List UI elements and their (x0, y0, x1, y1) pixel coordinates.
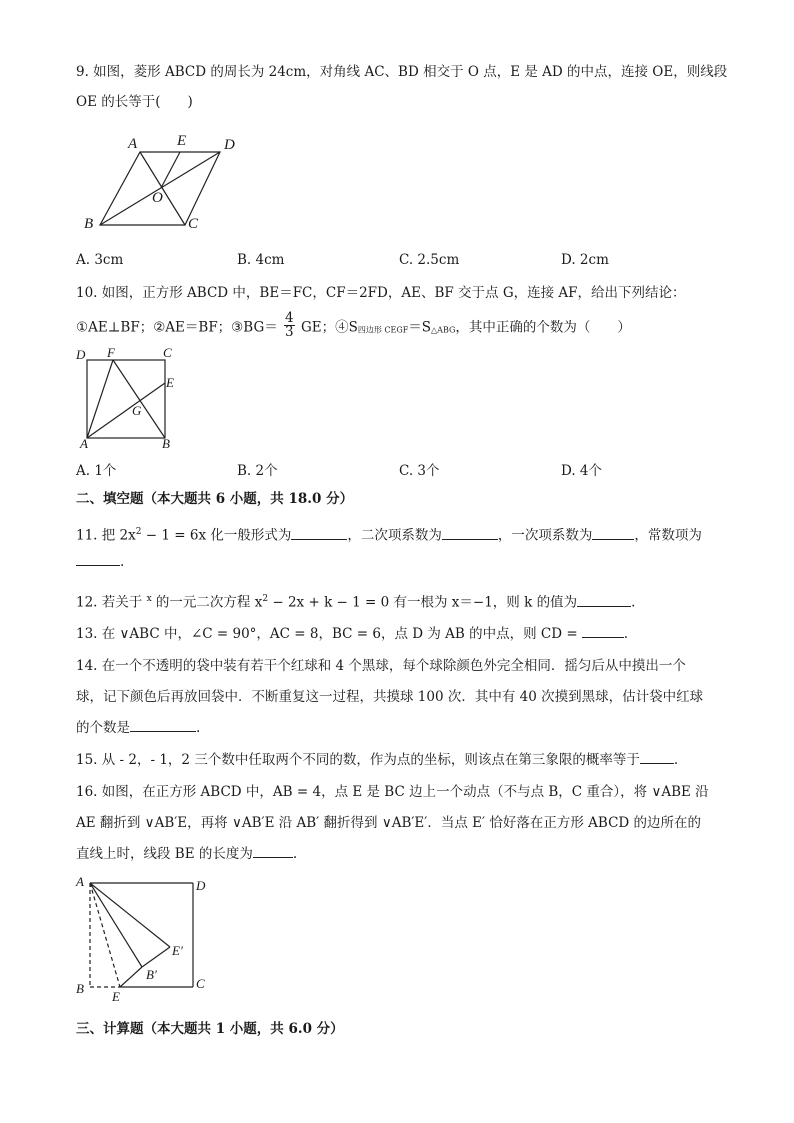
segment-bf (113, 360, 165, 438)
q11-part-e: ，常数项为 (634, 527, 702, 544)
q12-end: . (631, 594, 636, 611)
q15-text (76, 749, 678, 771)
q10-fraction-numerator: 4 (285, 310, 294, 326)
q12-x-sup: x (146, 594, 152, 604)
q16-label-d: D (196, 878, 206, 893)
q12-sup: 2 (262, 594, 269, 604)
q11-part-d: ，一次项系数为 (497, 527, 593, 544)
q9-text-line1: 9. 如图，菱形 ABCD 的周长为 24cm，对角线 AC、BD 相交于 O 点，E 是 AD 的中点，连接 OE，则线段 (76, 64, 728, 80)
q16-square-figure (80, 875, 210, 1000)
q10-square-figure (80, 350, 190, 450)
q11-end: . (120, 554, 125, 570)
q10-label-d: D (76, 347, 86, 362)
q9-label-d: D (224, 137, 235, 153)
q16-label-b: B (76, 981, 84, 996)
q15-end: . (673, 752, 679, 768)
q10-option-d[interactable]: D. 4个 (561, 463, 603, 479)
q13-end: . (623, 626, 628, 642)
q10-fraction (284, 312, 295, 339)
q10-subscript-quad: 四边形 CEGF (357, 325, 409, 335)
q10-label-c: C (163, 345, 172, 360)
q9-label-o: O (152, 190, 163, 206)
q9-option-a[interactable]: A. 3cm (76, 252, 124, 268)
q13-part-a: 13. 在 ∨ABC 中，∠C = 90°，AC = 8，BC = 6，点 D 为 AB 的中点，则 CD = (76, 626, 578, 642)
q11-blank-quadratic-coef[interactable] (442, 527, 498, 540)
q13-blank-cd[interactable] (582, 625, 624, 638)
q16-text-line1: 16. 如图，在正方形 ABCD 中，AB = 4，点 E 是 BC 边上一个动点（不与点 B，C 重合），将 ∨ABE 沿 (76, 784, 709, 800)
q11-text-line1 (76, 521, 702, 547)
q11-part-c: ，二次项系数为 (347, 527, 442, 544)
q9-label-c: C (188, 216, 199, 232)
q11-blank-constant[interactable] (76, 553, 120, 566)
q9-option-c[interactable]: C. 2.5cm (399, 252, 460, 268)
segment-b-prime-e (120, 967, 142, 987)
q11-blank-linear-coef[interactable] (592, 527, 634, 540)
q11-blank-general-form[interactable] (291, 527, 347, 540)
q11-sup: 2 (135, 527, 142, 537)
q10-label-g: G (132, 403, 142, 418)
q9-label-b: B (84, 216, 94, 232)
q11-text-line2 (76, 551, 124, 573)
q12-text (76, 588, 635, 614)
q15-blank-probability[interactable] (640, 751, 674, 764)
q10-label-a: A (80, 436, 88, 451)
q10-conclusions-part2: GE；④S (300, 319, 358, 336)
q12-part-b: 的一元二次方程 x (151, 594, 263, 611)
segment-b-prime-e-prime (142, 947, 170, 967)
q10-option-a[interactable]: A. 1个 (76, 463, 117, 479)
q9-label-e: E (177, 133, 187, 149)
q10-subscript-triangle: △ABG (431, 325, 456, 335)
q9-option-b[interactable]: B. 4cm (237, 252, 285, 268)
q12-part-c: − 2x + k − 1 = 0 有一根为 x＝−1，则 k 的值为 (268, 594, 578, 611)
q14-text-line3 (76, 717, 200, 739)
segment-af (87, 360, 113, 438)
square-outline (87, 360, 165, 438)
q16-end: . (292, 846, 298, 862)
q14-end: . (196, 720, 201, 736)
q14-text-line1: 14. 在一个不透明的袋中装有若干个红球和 4 个黑球，每个球除颜色外完全相同．摇匀后从中摸出一个 (76, 658, 686, 674)
segment-ae-dashed (90, 883, 120, 987)
segment-ae (87, 383, 165, 438)
q10-text-line2 (76, 312, 631, 342)
q14-text-line2: 球，记下颜色后再放回袋中．不断重复这一过程，共摸球 100 次．其中有 40 次摸到黑球，估计袋中红球 (76, 689, 704, 705)
q10-conclusions-part3: ＝S (408, 319, 432, 336)
q16-part-a: 直线上时，线段 BE 的长度为 (76, 846, 253, 862)
diagonal-ac (140, 152, 185, 225)
q10-label-b: B (162, 436, 170, 451)
q16-label-a: A (76, 874, 84, 889)
q9-option-d[interactable]: D. 2cm (561, 252, 609, 268)
q9-text-line2: OE 的长等于( ) (76, 94, 193, 110)
q10-text-line1: 10. 如图，正方形 ABCD 中，BE＝FC，CF＝2FD，AE、BF 交于点 G，连接 AF，给出下列结论： (76, 285, 686, 301)
segment-ab-prime (90, 883, 142, 967)
q12-part-a: 12. 若关于 (76, 594, 147, 611)
q9-label-a: A (128, 136, 138, 152)
q10-label-e: E (166, 375, 174, 390)
q11-part-b: − 1 = 6x 化一般形式为 (141, 527, 292, 544)
q14-blank-red-balls[interactable] (130, 719, 196, 732)
q16-text-line3 (76, 843, 297, 865)
q13-text (76, 623, 628, 645)
q12-blank-k[interactable] (577, 594, 631, 607)
q16-label-c: C (196, 976, 205, 991)
q10-fraction-denominator: 3 (285, 324, 294, 340)
q10-option-c[interactable]: C. 3个 (399, 463, 440, 479)
q10-conclusions-part4: ，其中正确的个数为（ ） (455, 319, 631, 336)
q16-text-line2: AE 翻折到 ∨AB′E，再将 ∨AB′E 沿 AB′ 翻折得到 ∨AB′E′．当点 E′ 恰好落在正方形 ABCD 的边所在的 (76, 815, 702, 831)
q11-part-a: 11. 把 2x (76, 527, 136, 544)
q16-label-e: E (112, 989, 120, 1004)
q14-part-a: 的个数是 (76, 720, 130, 736)
segment-ae-prime (90, 883, 170, 947)
q16-label-b-prime: B′ (146, 967, 157, 982)
section-2-heading: 二、填空题（本大题共 6 小题，共 18.0 分） (76, 491, 354, 507)
q16-blank-be[interactable] (253, 845, 293, 858)
q10-conclusions-part1: ①AE⊥BF；②AE＝BF；③BG＝ (76, 319, 278, 336)
q10-label-f: F (107, 345, 115, 360)
q15-part-a: 15. 从 - 2，- 1，2 三个数中任取两个不同的数，作为点的坐标，则该点在第三象限的概率等于 (76, 752, 640, 768)
q16-label-e-prime: E′ (172, 943, 183, 958)
q10-option-b[interactable]: B. 2个 (237, 463, 278, 479)
section-3-heading: 三、计算题（本大题共 1 小题，共 6.0 分） (76, 1021, 344, 1037)
